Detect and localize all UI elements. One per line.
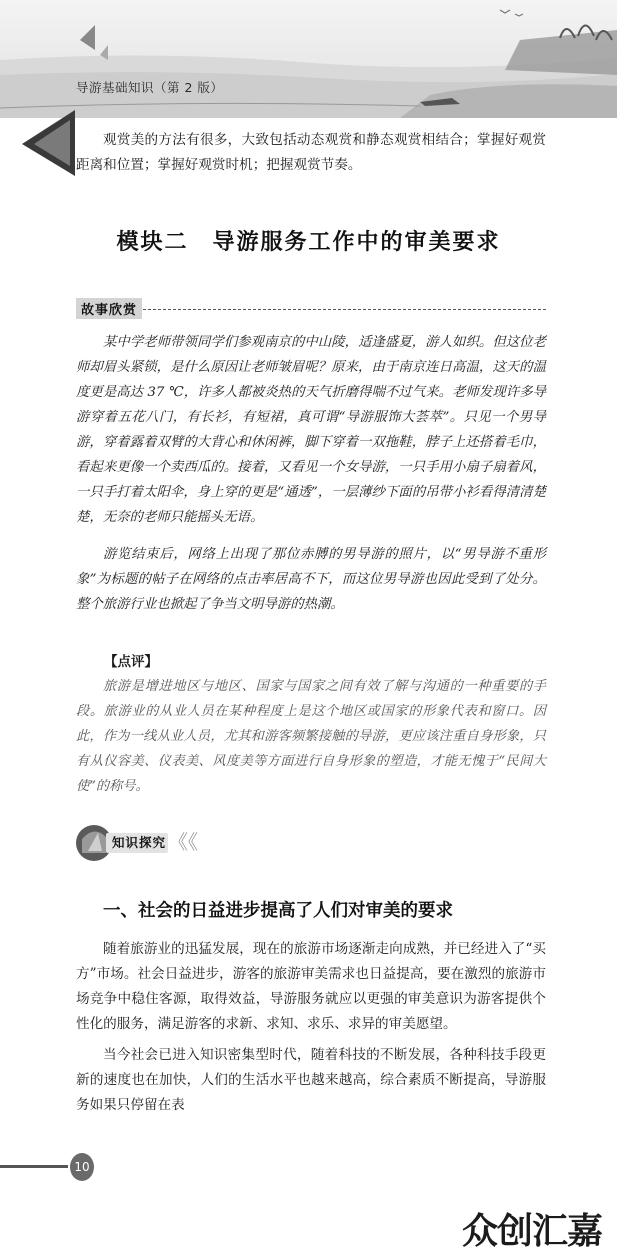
module-title: 模块二 导游服务工作中的审美要求 — [116, 229, 501, 255]
section-paragraph-2: 当今社会已进入知识密集型时代，随着科技的不断发展，各种科技手段更新的速度也在加快，人们的生活水平也越来越高，综合素质不断提高，导游服务如果只停留在表 — [76, 1047, 546, 1113]
story-paragraph-1: 某中学老师带领同学们参观南京的中山陵，适逢盛夏，游人如织。但这位老师却眉头紧锁，是什么原因让老师皱眉呢？原来，由于南京连日高温，这天的温度更是高达 37 ℃，许多人都被炎热的天气折磨得喘不过气来。老师发现许多导游穿着五花八门，有长衫，有短裙，真可谓“导游服饰大荟萃”。只见一个男导游，穿着露着双臂的大背心和休闲裤，脚下穿着一双拖鞋，脖子上还搭着毛巾，看起来更像一个卖西瓜的。接着，又看见一个女导游，一只手用小扇子扇着风，一只手打着太阳伞，身上穿的更是“通透”，一层薄纱下面的吊带小衫看得清清楚楚，无奈的老师只能摇头无语。 — [76, 335, 546, 525]
section-heading: 一、社会的日益进步提高了人们对审美的要求 — [103, 901, 453, 921]
story-label: 故事欣赏 — [76, 298, 142, 319]
page-number: 10 — [70, 1153, 94, 1181]
book-title: 导游基础知识（第 2 版） — [76, 80, 224, 95]
story-paragraph-2: 游览结束后，网络上出现了那位赤膊的男导游的照片，以“男导游不重形象”为标题的帖子在网络的点击率居高不下，而这位男导游也因此受到了处分。整个旅游行业也掀起了争当文明导游的热潮。 — [76, 547, 546, 612]
comment-paragraph: 旅游是增进地区与地区、国家与国家之间有效了解与沟通的一种重要的手段。旅游业的从业人员在某种程度上是这个地区或国家的形象代表和窗口。因此，作为一线从业人员，尤其和游客频繁接触的导游，更应该注重自身形象，只有从仪容美、仪表美、风度美等方面进行自身形象的塑造，才能无愧于“民间大使”的称号。 — [76, 679, 546, 794]
footer-rule — [0, 1165, 68, 1168]
page-header-banner — [0, 0, 617, 118]
section-paragraph-1: 随着旅游业的迅猛发展，现在的旅游市场逐渐走向成熟，并已经进入了“买方”市场。社会日益进步，游客的旅游审美需求也日益提高，要在激烈的旅游市场竞争中稳住客源，取得效益，导游服务就应以更强的审美意识为游客提供个性化的服务，满足游客的求新、求知、求乐、求异的审美愿望。 — [76, 941, 546, 1032]
intro-paragraph: 观赏美的方法有很多，大致包括动态观赏和静态观赏相结合；掌握好观赏距离和位置；掌握好观赏时机；把握观赏节奏。 — [76, 132, 546, 173]
knowledge-badge-label: 知识探究 — [112, 835, 167, 850]
comment-label: 【点评】 — [104, 654, 158, 670]
watermark-logo-text: 众创汇嘉 — [462, 1211, 603, 1252]
corner-triangle-decoration — [20, 108, 80, 178]
story-dashed-rule — [143, 309, 546, 310]
seascape-illustration — [0, 0, 617, 118]
double-chevron-icon: 《《 — [168, 830, 198, 854]
